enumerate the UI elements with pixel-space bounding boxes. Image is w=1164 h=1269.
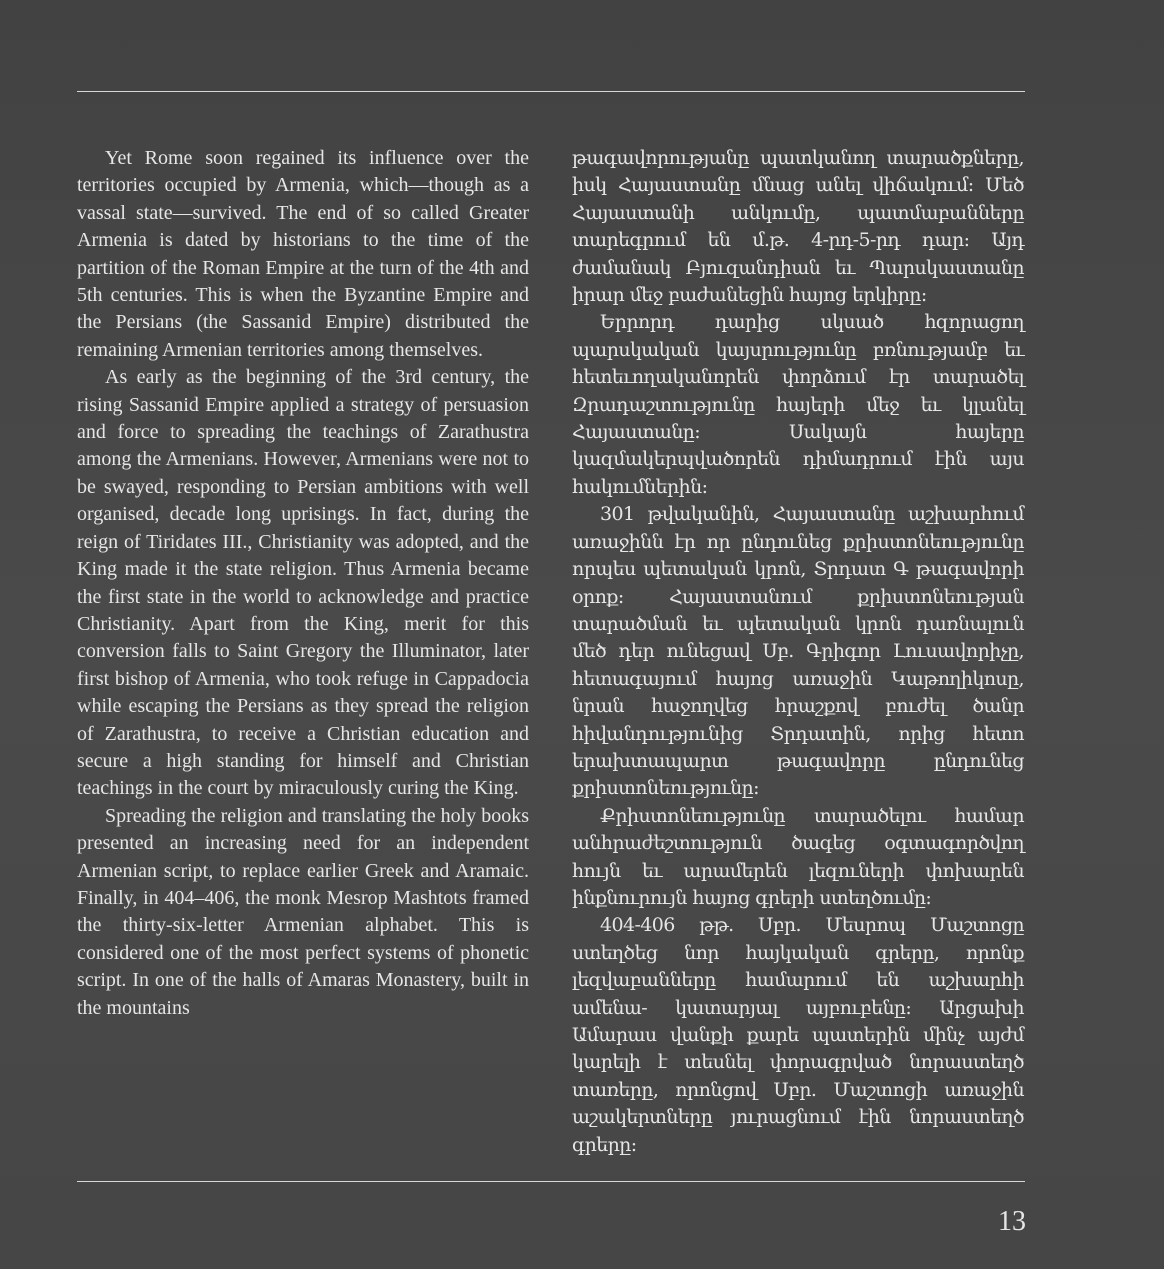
english-paragraph-2: As early as the beginning of the 3rd century, the rising Sassanid Empire applied a strategy of persuasion and force to spreading the teachings of Zarathustra among the Armenians. However, Armenians were not to be swayed, responding to Persian ambitions with well organised, decade long uprisings. In fact, during the reign of Tiridates III., Christianity was adopted, and the King made it the state religion. Thus Armenia became the first state in the world to acknowledge and practice Christianity. Apart from the King, merit for this conversion falls to Saint Gregory the Illuminator, later first bishop of Armenia, who took refuge in Cappadocia while escaping the Persians as they spread the religion of Zarathustra, to receive a Christian education and secure a high standing for himself and Christian teachings in the court by miraculously curing the King. bbox=[77, 366, 529, 800]
english-paragraph-3: Spreading the religion and translating the holy books presented an increasing need for an independent Armenian script, to replace earlier Greek and Aramaic. Finally, in 404–406, the monk Mesrop Mashtots framed the thirty-six-letter Armenian alphabet. This is considered one of the most perfect systems of phonetic script. In one of the halls of Amaras Monastery, built in the mountains bbox=[77, 804, 529, 1019]
armenian-column bbox=[572, 145, 1024, 1159]
armenian-paragraph-5: 404-406 թթ. Սբր. Մեսրոպ Մաշտոցը ստեղծեց նոր հայկական գրերը, որոնք լեզվաբանները համարում են աշխարհի ամենա- կատարյալ այբուբենը: Արցախի Ամարաս վանքի քարե պատերին մինչ այժմ կարելի է տեսնել փորագրված նորաստեղծ տառերը, որոնցով Սբր. Մաշտոցի առաջին աշակերտները յուրացնում էին նորաստեղծ գրերը: bbox=[572, 914, 1024, 1156]
english-paragraph-1: Yet Rome soon regained its influence over the territories occupied by Armenia, which—though as a vassal state—survived. The end of so called Greater Armenia is dated by historians to the time of the partition of the Roman Empire at the turn of the 4th and 5th centuries. This is when the Byzantine Empire and the Persians (the Sassanid Empire) distributed the remaining Armenian territories among themselves. bbox=[77, 147, 529, 361]
footer-rule bbox=[77, 1181, 1025, 1182]
page-number: 13 bbox=[998, 1206, 1026, 1237]
armenian-paragraph-3: 301 թվականին, Հայաստանը աշխարհում առաջինն էր որ ընդունեց քրիստոնեությունը որպես պետական կրոն, Տրդատ Գ թագավորի օրոք: Հայաստանում քրիստոնեության տարածման եւ պետական կրոն դառնալուն մեծ դեր ունեցավ Սբ. Գրիգոր Լուսավորիչը, հետագայում հայոց առաջին Կաթողիկոսը, նրան հաջողվեց հրաշքով բուժել ծանր հիվանդությունից Տրդատին, որից հետո երախտապարտ թագավորը ընդունեց քրիստոնեությունը: bbox=[572, 503, 1024, 800]
armenian-paragraph-4: Քրիստոնեությունը տարածելու համար անհրաժեշտություն ծագեց օգտագործվող հույն եւ արամերեն լեզուների փոխարեն ինքնուրույն հայոց գրերի ստեղծումը: bbox=[572, 804, 1024, 909]
armenian-paragraph-2: Երրորդ դարից սկսած հզորացող պարսկական կայսրությունը բռնությամբ եւ հետեւողականորեն փորձում էր տարածել Զրադաշտությունը հայերի մեջ եւ կլանել Հայաստանը: Սակայն հայերը կազմակերպվածորեն դիմադրում էին այս հակումներին: bbox=[572, 311, 1024, 498]
english-column bbox=[77, 145, 529, 1022]
armenian-paragraph-1: թագավորությանը պատկանող տարածքները, իսկ Հայաստանը մնաց անել վիճակում: Մեծ Հայաստանի անկումը, պատմաբանները տարեգրում են մ.թ. 4-րդ-5-րդ դար: Այդ ժամանակ Բյուզանդիան եւ Պարսկաստանը իրար մեջ բաժանեցին հայոց երկիրը: bbox=[572, 147, 1024, 307]
header-rule bbox=[77, 91, 1025, 92]
